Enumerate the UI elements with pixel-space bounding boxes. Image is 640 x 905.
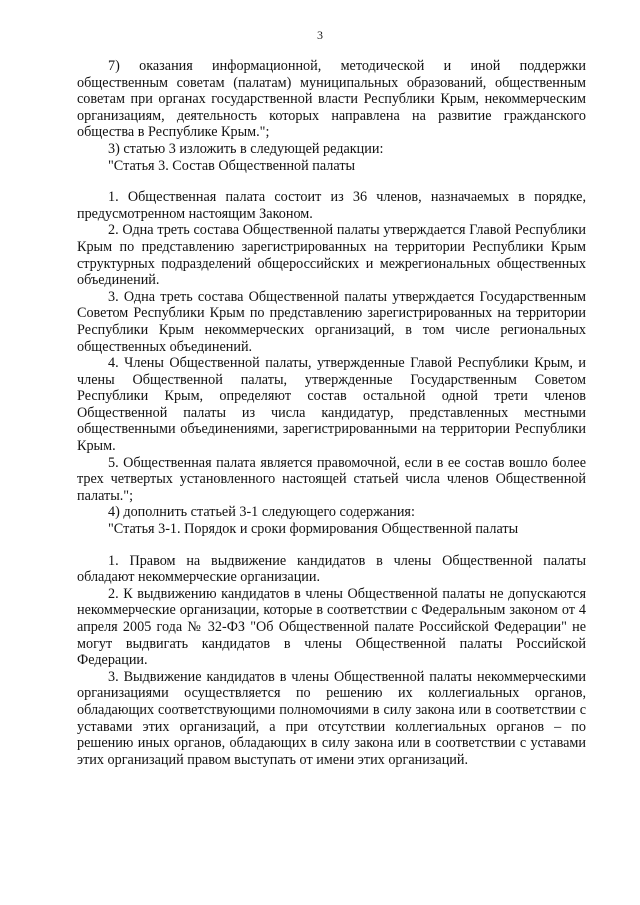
paragraph: 2. Одна треть состава Общественной палаты утверждается Главой Республики Крым по представлению зарегистрированных на территории Республики Крым структурных подразделений общероссийских и межрегиональных общественных объединений. xyxy=(77,222,586,289)
paragraph: 3. Выдвижение кандидатов в члены Общественной палаты некоммерческими организациями осуществляется по решению их коллегиальных органов, обладающих соответствующими полномочиями в силу закона или в соответствии с уставами этих организаций, а при отсутствии коллегиальных органов – по решению иных органов, обладающих в силу закона или в соответствии с уставами этих организаций правом выступать от имени этих организаций. xyxy=(77,668,586,768)
spacer xyxy=(77,538,586,553)
document-body xyxy=(77,58,586,768)
paragraph: 3) статью 3 изложить в следующей редакции: xyxy=(108,140,384,157)
paragraph: 5. Общественная палата является правомочной, если в ее состав вошло более трех четвертых установленного настоящей статьей числа членов Общественной палаты."; xyxy=(77,454,586,504)
paragraph: 4. Члены Общественной палаты, утвержденные Главой Республики Крым, и члены Общественной палаты, утвержденные Государственным Советом Республики Крым, определяют состав остальной одной трети членов Общественной палаты из числа кандидатур, представленных местными общественными объединениями, зарегистрированными на территории Республики Крым. xyxy=(77,355,586,455)
article-heading: "Статья 3. Состав Общественной палаты xyxy=(108,157,356,174)
paragraph: 2. К выдвижению кандидатов в члены Общественной палаты не допускаются некоммерческие организации, которые в соответствии с Федеральным законом от 4 апреля 2005 года № 32-ФЗ "Об Общественной палате Российской Федерации" не могут выдвигать кандидатов в члены Общественной палаты Российской Федерации. xyxy=(77,585,586,669)
paragraph: 7) оказания информационной, методической и иной поддержки общественным советам (палатам) муниципальных образований, общественным советам при органах государственной власти Республики Крым, некоммерческим организациям, деятельность которых направлена на развитие гражданского общества в Республике Крым."; xyxy=(77,58,586,141)
article-heading: "Статья 3-1. Порядок и сроки формирования Общественной палаты xyxy=(108,521,519,538)
paragraph: 1. Общественная палата состоит из 36 членов, назначаемых в порядке, предусмотренном настоящим Законом. xyxy=(77,189,586,222)
paragraph: 1. Правом на выдвижение кандидатов в члены Общественной палаты обладают некоммерческие организации. xyxy=(77,552,586,586)
paragraph: 4) дополнить статьей 3-1 следующего содержания: xyxy=(108,504,415,521)
paragraph: 3. Одна треть состава Общественной палаты утверждается Государственным Советом Республики Крым по представлению зарегистрированных на территории Республики Крым некоммерческих организаций, в том числе региональных общественных объединений. xyxy=(77,288,586,355)
page-number: 3 xyxy=(317,28,323,42)
spacer xyxy=(77,174,586,189)
